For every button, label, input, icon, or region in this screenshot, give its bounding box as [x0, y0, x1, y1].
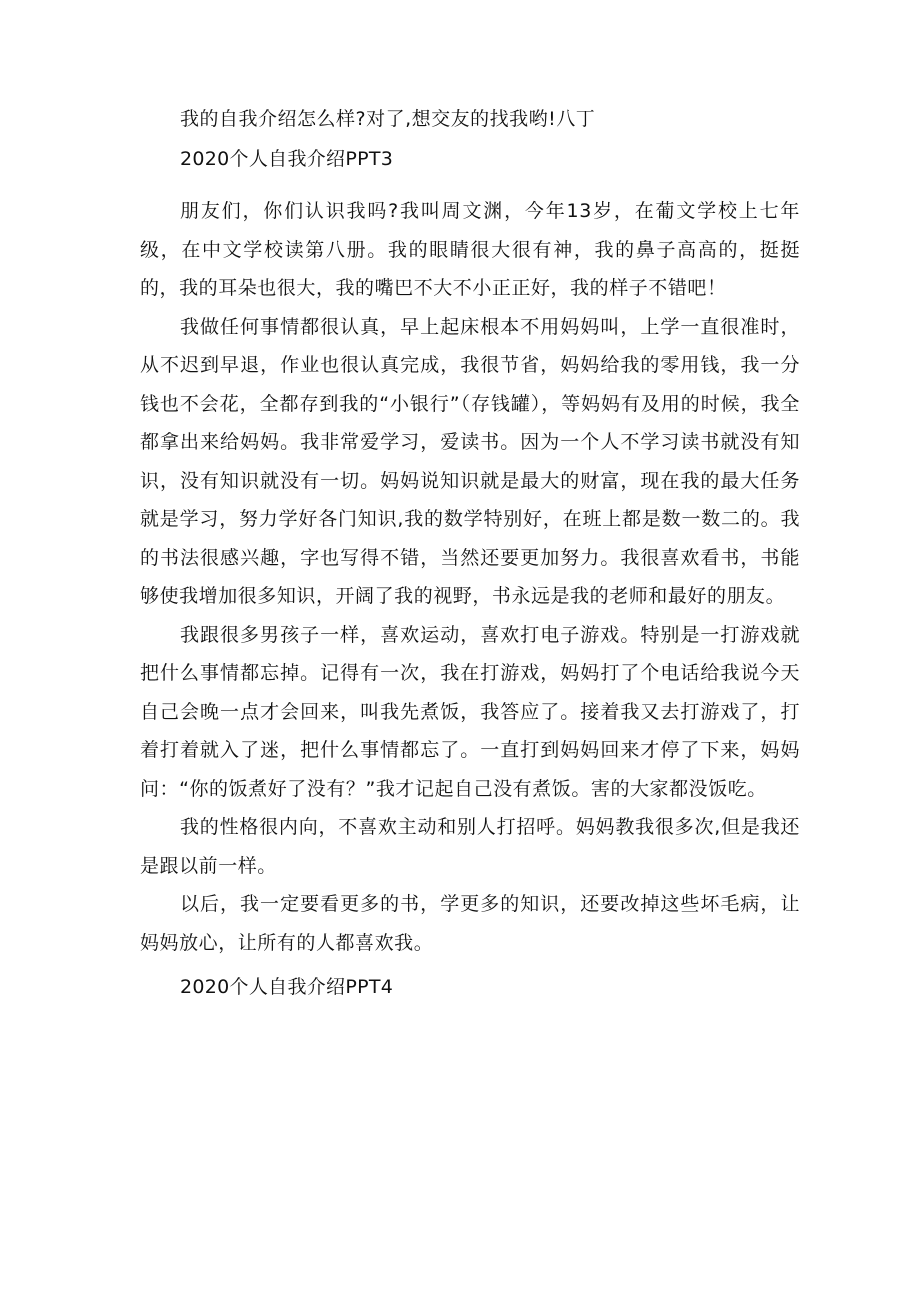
heading-ppt4: 2020个人自我介绍PPT4: [180, 976, 394, 998]
opening-line: 我的自我介绍怎么样?对了,想交友的找我哟!八丁: [180, 108, 596, 130]
heading-ppt3: 2020个人自我介绍PPT3: [180, 148, 394, 170]
paragraph-habits: 我做任何事情都很认真，早上起床根本不用妈妈叫，上学一直很准时，从不迟到早退，作业也很认真完成，我很节省，妈妈给我的零用钱，我一分钱也不会花，全都存到我的“小银行”（存钱罐），等妈妈有及用的时候，我全都拿出来给妈妈。我非常爱学习，爱读书。因为一个人不学习读书就没有知识，没有知识就没有一切。妈妈说知识就是最大的财富，现在我的最大任务就是学习，努力学好各门知识,我的数学特别好，在班上都是数一数二的。我的书法很感兴趣，字也写得不错，当然还要更加努力。我很喜欢看书，书能够使我增加很多知识，开阔了我的视野，书永远是我的老师和最好的朋友。: [140, 315, 800, 607]
document-body: [140, 108, 800, 998]
paragraph-intro: 朋友们，你们认识我吗?我叫周文渊，今年13岁，在葡文学校上七年级，在中文学校读第八册。我的眼睛很大很有神，我的鼻子高高的，挺挺的，我的耳朵也很大，我的嘴巴不大不小正正好，我的样子不错吧！: [140, 200, 800, 299]
paragraph-personality: 我的性格很内向，不喜欢主动和别人打招呼。妈妈教我很多次,但是我还是跟以前一样。: [140, 816, 800, 877]
paragraph-future: 以后，我一定要看更多的书，学更多的知识，还要改掉这些坏毛病，让妈妈放心，让所有的人都喜欢我。: [140, 893, 800, 954]
paragraph-games: 我跟很多男孩子一样，喜欢运动，喜欢打电子游戏。特别是一打游戏就把什么事情都忘掉。记得有一次，我在打游戏，妈妈打了个电话给我说今天自己会晚一点才会回来，叫我先煮饭，我答应了。接着我又去打游戏了，打着打着就入了迷，把什么事情都忘了。一直打到妈妈回来才停了下来，妈妈问：“你的饭煮好了没有？”我才记起自己没有煮饭。害的大家都没饭吃。: [140, 623, 800, 800]
